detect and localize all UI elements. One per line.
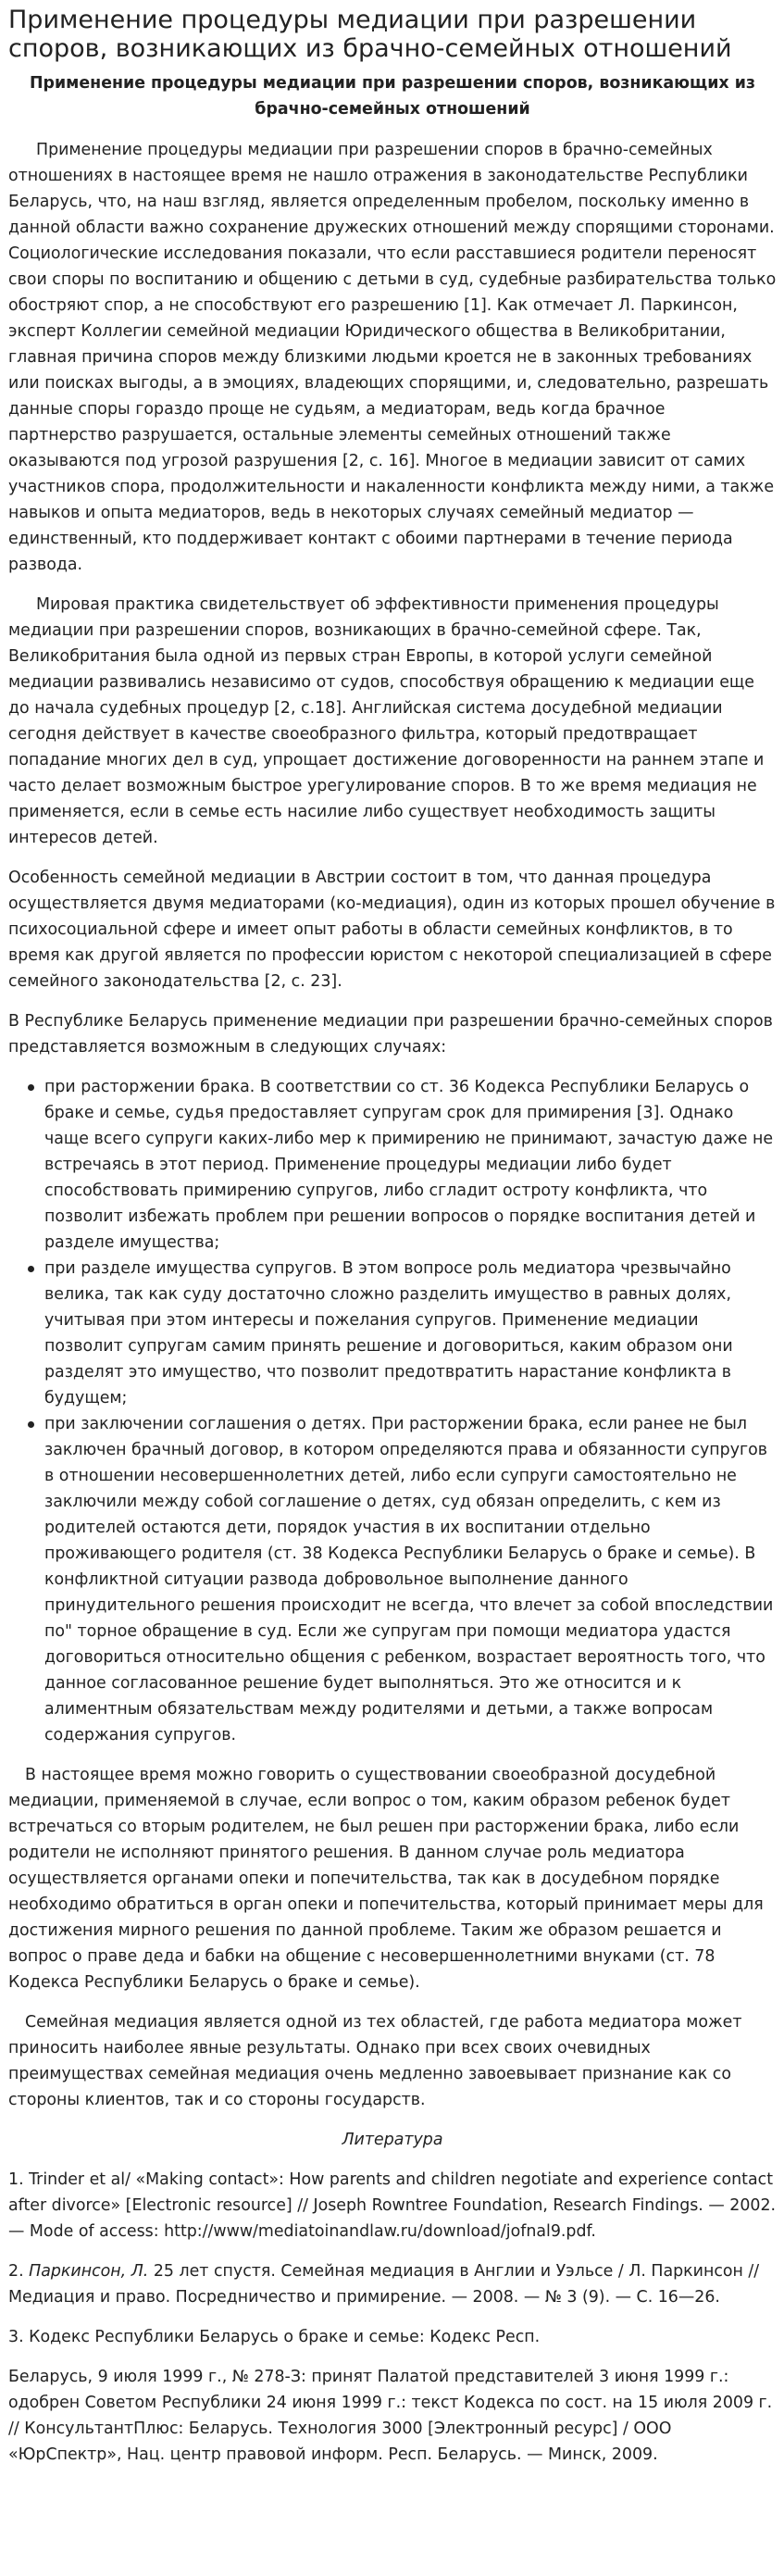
reference-3: 3. Кодекс Республики Беларусь о браке и семье: Кодекс Респ. bbox=[8, 2328, 541, 2346]
page-title: Применение процедуры медиации при разрешении споров, возникающих из брачно-семейных отношений bbox=[8, 6, 732, 63]
reference-3-continued: Беларусь, 9 июля 1999 г., № 278-З: принят Палатой представителей 3 июня 1999 г.: одобрен Советом Республики 24 июня 1999 г.: текст Кодекса по сост. на 15 июля 2009 г. // КонсультантПлюс: Беларусь. Технология 3000 [Электронный ресурс] / ООО «ЮрСпектр», Нац. центр правовой информ. Респ. Беларусь. — Минск, 2009. bbox=[8, 2368, 773, 2464]
paragraph-world-practice: Мировая практика свидетельствует об эффективности применения процедуры медиации при разрешении споров, возникающих в брачно-семейной сфере. Так, Великобритания была одной из первых стран Европы, в которой услуги семейной медиации развивались независимо от судов, способствуя обращению к медиации еще до начала судебных процедур [2, с.18]. Английская система досудебной медиации сегодня действует в качестве своеобразного фильтра, который предотвращает попадание многих дел в суд, упрощает достижение договоренности на раннем этапе и часто делает возможным быстрое урегулирование споров. В то же время медиация не применяется, если в семье есть насилие либо существует необходимость защиты интересов детей. bbox=[8, 595, 765, 847]
reference-2-number: 2. bbox=[8, 2262, 30, 2281]
document-heading: Применение процедуры медиации при разрешении споров, возникающих из брачно-семейных отношений bbox=[29, 74, 755, 119]
list-item-text: при заключении соглашения о детях. При расторжении брака, если ранее не был заключен брачный договор, в котором определяются права и обязанности супругов в отношении несовершеннолетних детей, либо если супруги самостоятельно не заключили между собой соглашение о детях, суд обязан определить, с кем из родителей остаются дети, порядок участия в их воспитании отдельно проживающего родителя (ст. 38 Кодекса Республики Беларусь о браке и семье). В конфликтной ситуации развода добровольное выполнение данного принудительного решения происходит не всегда, что влечет за собой впоследствии по" торное обращение в суд. Если же супругам при помощи медиатора удастся договориться относительно общения с ребенком, возрастает вероятность того, что данное согласованное решение будет выполняться. Это же относится и к алиментным обязательствам между родителями и детьми, а также вопросам содержания супругов. bbox=[44, 1415, 774, 1744]
bullet-icon bbox=[28, 1266, 34, 1272]
reference-2-text: 25 лет спустя. Семейная медиация в Англии и Уэльсе / Л. Паркинсон // Медиация и право. Посредничество и примирение. — 2008. — № 3 (9). — С. 16—26. bbox=[8, 2262, 760, 2307]
paragraph-conclusion: Семейная медиация является одной из тех областей, где работа медиатора может приносить наиболее явные результаты. Однако при всех своих очевидных преимуществах семейная медиация очень медленно завоевывает признание как со стороны клиентов, так и со стороны государств. bbox=[8, 2013, 742, 2109]
literature-heading: Литература bbox=[342, 2131, 443, 2149]
bullet-icon bbox=[28, 1084, 34, 1091]
bullet-icon bbox=[28, 1421, 34, 1428]
list-item bbox=[44, 1256, 777, 1411]
list-item bbox=[44, 1074, 777, 1256]
paragraph-pretrial: В настоящее время можно говорить о существовании своеобразной досудебной медиации, применяемой в случае, если вопрос о том, каким образом ребенок будет встречаться со вторым родителем, не был решен при расторжении брака, либо если родители не исполняют принятого решения. В данном случае роль медиатора осуществляется органами опеки и попечительства, так как в досудебном порядке необходимо обратиться в орган опеки и попечительства, который принимает меры для достижения мирного решения по данной проблеме. Таким же образом решается и вопрос о праве деда и бабки на общение с несовершеннолетними внуками (ст. 78 Кодекса Республики Беларусь о браке и семье). bbox=[8, 1766, 764, 1992]
paragraph-austria: Особенность семейной медиации в Австрии состоит в том, что данная процедура осуществляется двумя медиаторами (ко-медиация), один из которых прошел обучение в психосоциальной сфере и имеет опыт работы в области семейных конфликтов, в то время как другой является по профессии юристом с некоторой специализацией в сфере семейного законодательства [2, с. 23]. bbox=[8, 869, 776, 991]
list-item-text: при расторжении брака. В соответствии со ст. 36 Кодекса Республики Беларусь о браке и семье, судья предоставляет супругам срок для примирения [3]. Однако чаще всего супруги каких-либо мер к примирению не принимают, зачастую даже не встречаясь в этот период. Применение процедуры медиации либо будет способствовать примирению супругов, либо сгладит остроту конфликта, что позволит избежать проблем при решении вопросов о порядке воспитания детей и разделе имущества; bbox=[44, 1078, 774, 1252]
paragraph-intro: Применение процедуры медиации при разрешении споров в брачно-семейных отношениях в настоящее время не нашло отражения в законодательстве Республики Беларусь, что, на наш взгляд, является определенным пробелом, поскольку именно в данной области важно сохранение дружеских отношений между спорящими сторонами. Социологические исследования показали, что если расставшиеся родители переносят свои споры по воспитанию и общению с детьми в суд, судебные разбирательства только обостряют спор, а не способствуют его разрешению [1]. Как отмечает Л. Паркинсон, эксперт Коллегии семейной медиации Юридического общества в Великобритании, главная причина споров между близкими людьми кроется не в законных требованиях или поисках выгоды, а в эмоциях, владеющих спорящими, и, следовательно, разрешать данные споры гораздо проще не судьям, а медиаторам, ведь когда брачное партнерство разрушается, остальные элементы семейных отношений также оказываются под угрозой разрушения [2, с. 16]. Многое в медиации зависит от самих участников спора, продолжительности и накаленности конфликта между ними, а также навыков и опыта медиаторов, ведь в некоторых случаях семейный медиатор — единственный, кто поддерживает контакт с обоими партнерами в течение периода развода. bbox=[8, 141, 777, 574]
paragraph-belarus-cases: В Республике Беларусь применение медиации при разрешении брачно-семейных споров представляется возможным в следующих случаях: bbox=[8, 1012, 773, 1057]
list-item bbox=[44, 1411, 777, 1748]
cases-list bbox=[8, 1074, 777, 1748]
reference-1: 1. Trinder et al/ «Making contact»: How parents and children negotiate and experience contact after divorce» [Electronic resource] // Joseph Rowntree Foundation, Research Findings. — 2002. — Mode of access: http://www/mediatoinandlaw.ru/download/jofnal9.pdf. bbox=[8, 2170, 777, 2241]
list-item-text: при разделе имущества супругов. В этом вопросе роль медиатора чрезвычайно велика, так как суду достаточно сложно разделить имущество в равных долях, учитывая при этом интересы и пожелания супругов. Применение медиации позволит супругам самим принять решение и договориться, каким образом они разделят это имущество, что позволит предотвратить нарастание конфликта в будущем; bbox=[44, 1259, 733, 1407]
reference-2-author: Паркинсон, Л. bbox=[29, 2262, 149, 2281]
reference-2 bbox=[8, 2258, 777, 2310]
